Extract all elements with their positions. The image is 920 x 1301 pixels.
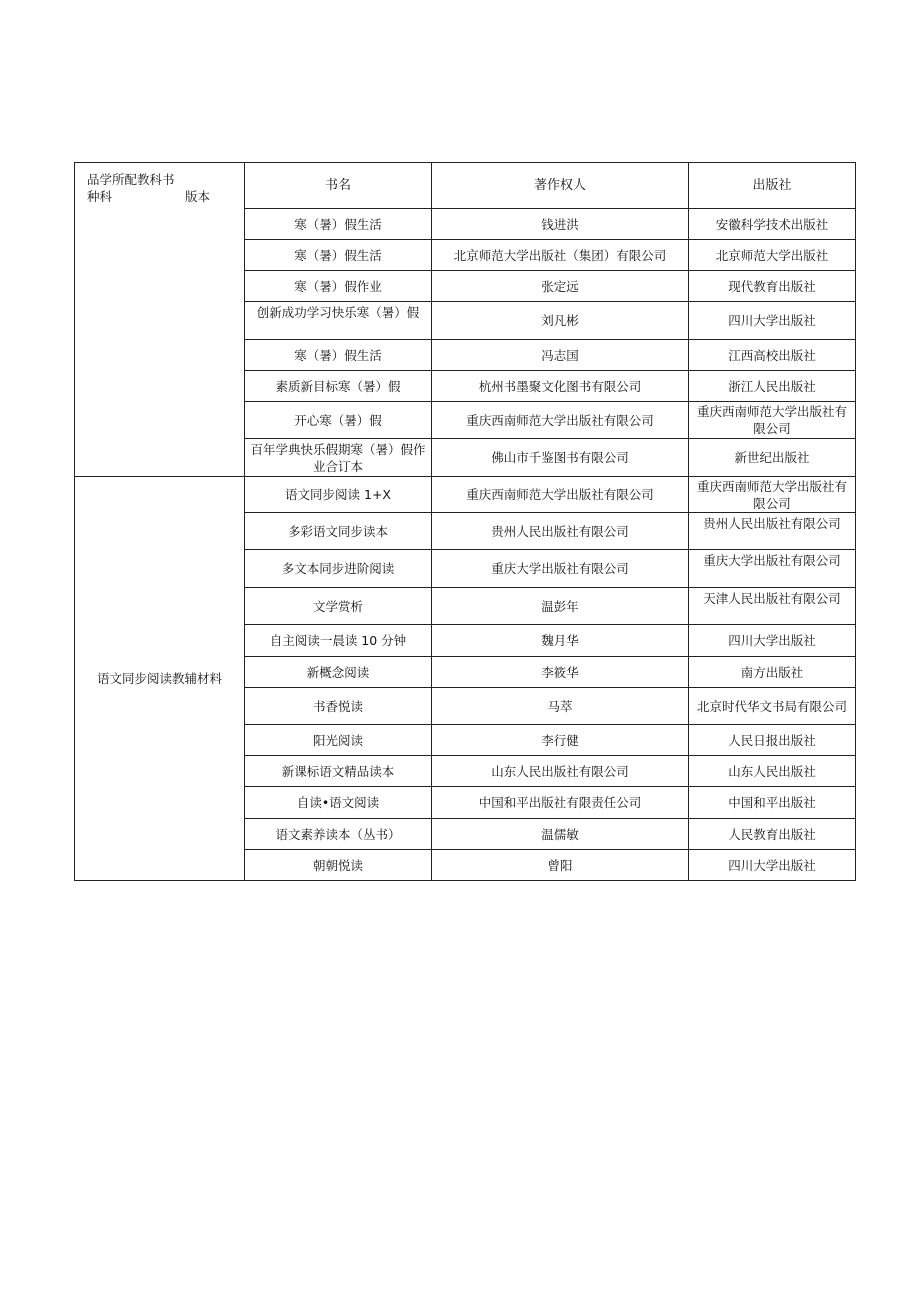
publisher-cell: 四川大学出版社 [689,850,856,881]
author-cell: 钱进洪 [432,209,689,240]
book-cell: 文学赏析 [245,588,432,625]
author-cell: 魏月华 [432,625,689,657]
corner-label-subject: 种科 [87,189,113,204]
publisher-cell: 中国和平出版社 [689,787,856,819]
author-cell: 张定远 [432,271,689,302]
author-cell: 刘凡彬 [432,302,689,340]
publisher-cell: 重庆大学出版社有限公司 [689,550,856,588]
author-cell: 杭州书墨聚文化图书有限公司 [432,371,689,402]
book-cell: 寒（暑）假生活 [245,240,432,271]
author-cell: 北京师范大学出版社（集团）有限公司 [432,240,689,271]
book-cell: 书香悦读 [245,688,432,725]
book-cell: 多彩语文同步读本 [245,513,432,550]
corner-label-edition: 版本 [185,189,211,204]
author-cell: 李筱华 [432,657,689,688]
book-cell: 寒（暑）假生活 [245,340,432,371]
author-cell: 重庆大学出版社有限公司 [432,550,689,588]
book-cell: 百年学典快乐假期寒（暑）假作业合订本 [245,439,432,477]
category-cell: 语文同步阅读教辅材料 [75,477,245,881]
book-cell: 阳光阅读 [245,725,432,756]
corner-header-cell [75,163,245,477]
book-cell: 新概念阅读 [245,657,432,688]
header-book: 书名 [245,163,432,209]
book-cell: 朝朝悦读 [245,850,432,881]
author-cell: 温儒敏 [432,819,689,850]
book-cell: 新课标语文精品读本 [245,756,432,787]
publisher-cell: 南方出版社 [689,657,856,688]
author-cell: 山东人民出版社有限公司 [432,756,689,787]
publisher-cell: 人民日报出版社 [689,725,856,756]
publisher-cell: 四川大学出版社 [689,302,856,340]
table-row [75,477,856,513]
author-cell: 冯志国 [432,340,689,371]
book-cell: 多文本同步进阶阅读 [245,550,432,588]
author-cell: 贵州人民出版社有限公司 [432,513,689,550]
publisher-cell: 天津人民出版社有限公司 [689,588,856,625]
publisher-cell: 浙江人民出版社 [689,371,856,402]
publisher-cell: 重庆西南师范大学出版社有限公司 [689,477,856,513]
publisher-cell: 重庆西南师范大学出版社有限公司 [689,402,856,439]
book-cell: 自主阅读一晨读 10 分钟 [245,625,432,657]
author-cell: 李行健 [432,725,689,756]
publisher-cell: 山东人民出版社 [689,756,856,787]
textbook-table [74,162,856,881]
publisher-cell: 江西高校出版社 [689,340,856,371]
book-cell: 寒（暑）假作业 [245,271,432,302]
publisher-cell: 安徽科学技术出版社 [689,209,856,240]
publisher-cell: 人民教育出版社 [689,819,856,850]
header-row [75,163,856,209]
publisher-cell: 现代教育出版社 [689,271,856,302]
author-cell: 重庆西南师范大学出版社有限公司 [432,402,689,439]
publisher-cell: 四川大学出版社 [689,625,856,657]
book-cell: 语文同步阅读 1+X [245,477,432,513]
publisher-cell: 北京师范大学出版社 [689,240,856,271]
book-cell: 语文素养读本（丛书） [245,819,432,850]
book-cell: 开心寒（暑）假 [245,402,432,439]
book-cell: 自读•语文阅读 [245,787,432,819]
book-cell: 创新成功学习快乐寒（暑）假 [245,302,432,340]
author-cell: 马萃 [432,688,689,725]
publisher-cell: 北京时代华文书局有限公司 [689,688,856,725]
book-cell: 寒（暑）假生活 [245,209,432,240]
publisher-cell: 新世纪出版社 [689,439,856,477]
author-cell: 中国和平出版社有限责任公司 [432,787,689,819]
header-publisher: 出版社 [689,163,856,209]
author-cell: 温彭年 [432,588,689,625]
book-cell: 素质新目标寒（暑）假 [245,371,432,402]
publisher-cell: 贵州人民出版社有限公司 [689,513,856,550]
author-cell: 重庆西南师范大学出版社有限公司 [432,477,689,513]
header-author: 著作权人 [432,163,689,209]
corner-label-line1: 品学所配教科书 [87,172,175,187]
author-cell: 佛山市千鉴图书有限公司 [432,439,689,477]
author-cell: 曾阳 [432,850,689,881]
